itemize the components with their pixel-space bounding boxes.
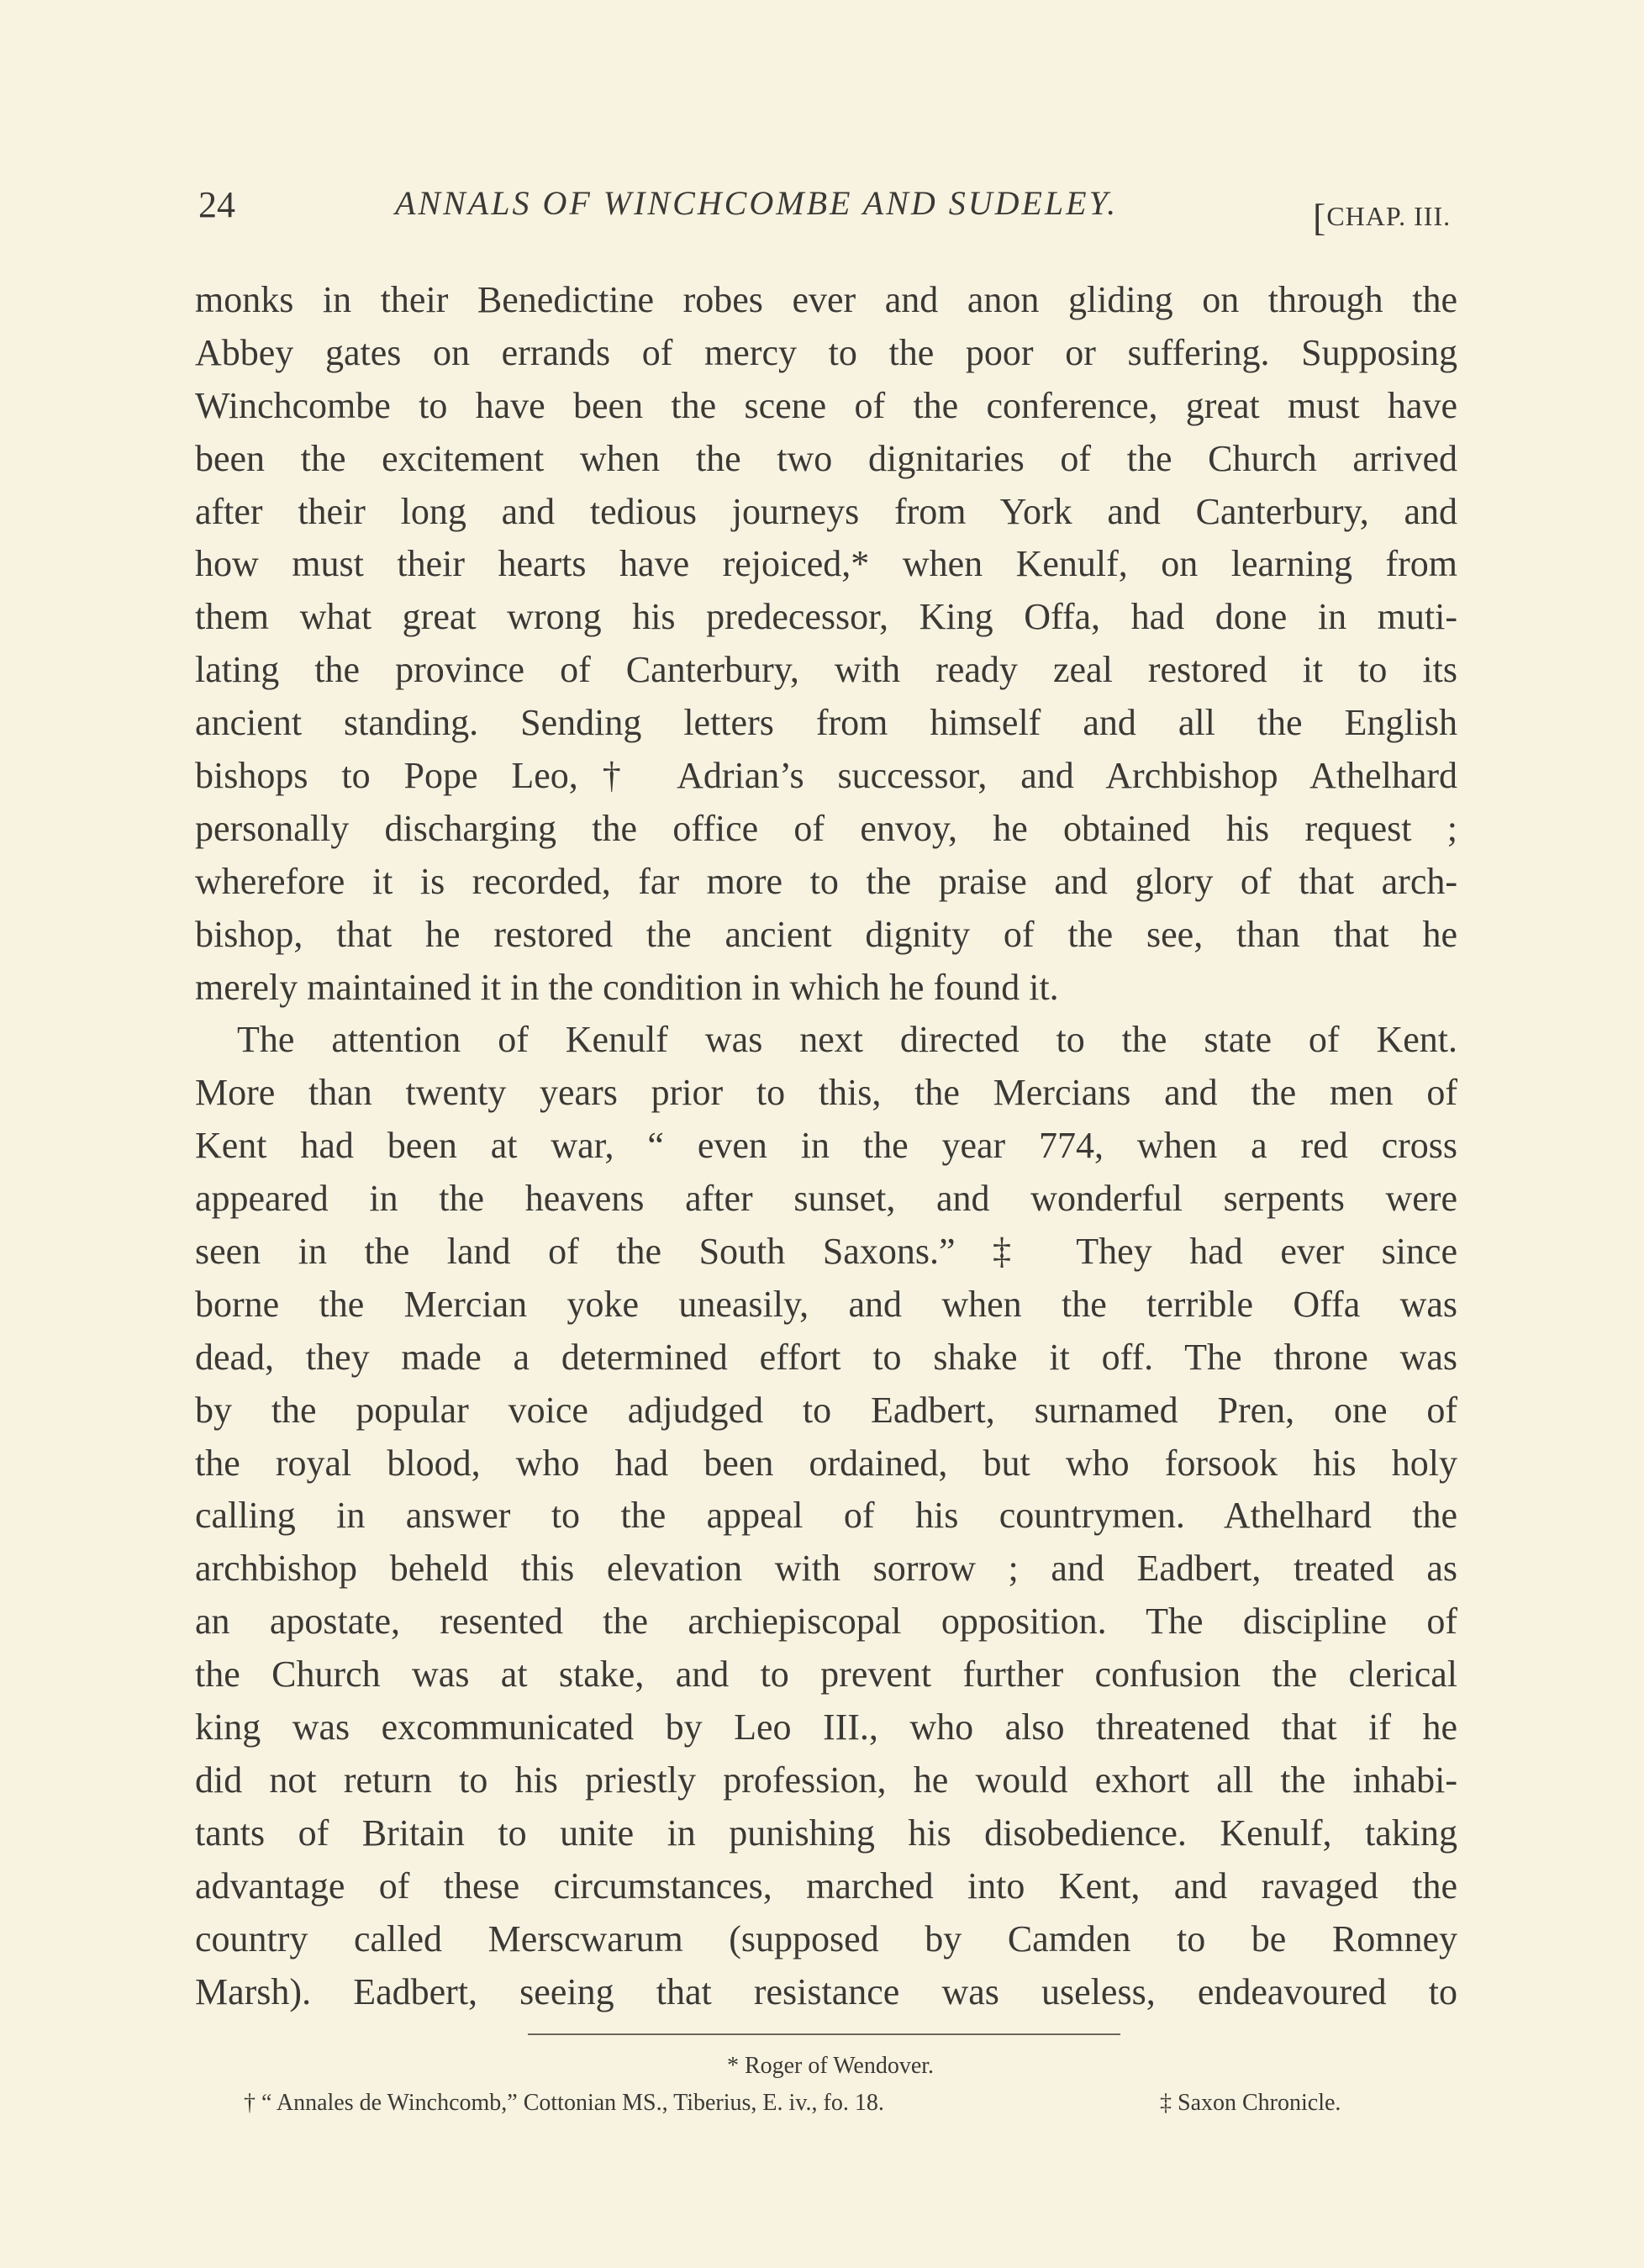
text-line: how must their hearts have rejoiced,* when Kenulf, on learning from xyxy=(195,543,1457,585)
text-line: king was excommunicated by Leo III., who also threatened that if he xyxy=(195,1706,1457,1748)
text-line: Marsh). Eadbert, seeing that resistance was useless, endeavoured to xyxy=(195,1970,1457,2012)
text-line: advantage of these circumstances, marched into Kent, and ravaged the xyxy=(195,1865,1457,1907)
text-line: archbishop beheld this elevation with sorrow ; and Eadbert, treated as xyxy=(195,1548,1457,1590)
text-line: Abbey gates on errands of mercy to the poor or suffering. Supposing xyxy=(195,331,1457,373)
text-line: personally discharging the office of envoy, he obtained his request ; xyxy=(195,807,1457,849)
text-line: borne the Mercian yoke uneasily, and when the terrible Offa was xyxy=(195,1283,1457,1325)
text-line: Kent had been at war, “ even in the year 774, when a red cross xyxy=(195,1125,1457,1167)
text-line: dead, they made a determined effort to shake it off. The throne was xyxy=(195,1336,1457,1378)
text-line: appeared in the heavens after sunset, and wonderful serpents were xyxy=(195,1178,1457,1220)
text-line: More than twenty years prior to this, the Mercians and the men of xyxy=(195,1072,1457,1114)
footnote-rule xyxy=(528,2033,1120,2035)
text-line: The attention of Kenulf was next directed to the state of Kent. xyxy=(237,1019,1457,1061)
text-line: been the excitement when the two dignitaries of the Church arrived xyxy=(195,437,1457,479)
chapter-label xyxy=(1313,190,1452,239)
text-line: the royal blood, who had been ordained, but who forsook his holy xyxy=(195,1442,1457,1484)
page-number: 24 xyxy=(198,184,235,225)
footnote-2: † “ Annales de Winchcomb,” Cottonian MS., Tiberius, E. iv., fo. 18. xyxy=(244,2090,884,2116)
text-line: the Church was at stake, and to prevent further confusion the clerical xyxy=(195,1654,1457,1696)
chapter-text: CHAP. III. xyxy=(1326,201,1452,231)
body-text xyxy=(195,274,1457,2018)
running-title: ANNALS OF WINCHCOMBE AND SUDELEY. xyxy=(395,184,1119,222)
text-line: them what great wrong his predecessor, King Offa, had done in muti- xyxy=(195,596,1457,638)
text-line: wherefore it is recorded, far more to the praise and glory of that arch- xyxy=(195,860,1457,902)
text-line: after their long and tedious journeys from York and Canterbury, and xyxy=(195,490,1457,532)
text-line: seen in the land of the South Saxons.” ‡ They had ever since xyxy=(195,1231,1457,1273)
text-line: monks in their Benedictine robes ever and anon gliding on through the xyxy=(195,279,1457,320)
text-line: bishop, that he restored the ancient dignity of the see, than that he xyxy=(195,913,1457,955)
chapter-bracket: [ xyxy=(1313,196,1327,239)
footnote-1: * Roger of Wendover. xyxy=(726,2053,935,2079)
text-line: calling in answer to the appeal of his countrymen. Athelhard the xyxy=(195,1495,1457,1537)
footnote-3: ‡ Saxon Chronicle. xyxy=(1160,2090,1341,2116)
text-line: an apostate, resented the archiepiscopal opposition. The discipline of xyxy=(195,1601,1457,1643)
text-line: did not return to his priestly profession, he would exhort all the inhabi- xyxy=(195,1759,1457,1801)
text-line: lating the province of Canterbury, with ready zeal restored it to its xyxy=(195,649,1457,691)
text-line: bishops to Pope Leo,† Adrian’s successor, and Archbishop Athelhard xyxy=(195,755,1457,797)
text-line: by the popular voice adjudged to Eadbert, surnamed Pren, one of xyxy=(195,1389,1457,1431)
text-line: tants of Britain to unite in punishing his disobedience. Kenulf, taking xyxy=(195,1812,1457,1854)
text-line: country called Merscwarum (supposed by Camden to be Romney xyxy=(195,1917,1457,1959)
text-line: ancient standing. Sending letters from himself and all the English xyxy=(195,702,1457,744)
text-line: Winchcombe to have been the scene of the conference, great must have xyxy=(195,384,1457,426)
text-line: merely maintained it in the condition in which he found it. xyxy=(195,966,1059,1008)
